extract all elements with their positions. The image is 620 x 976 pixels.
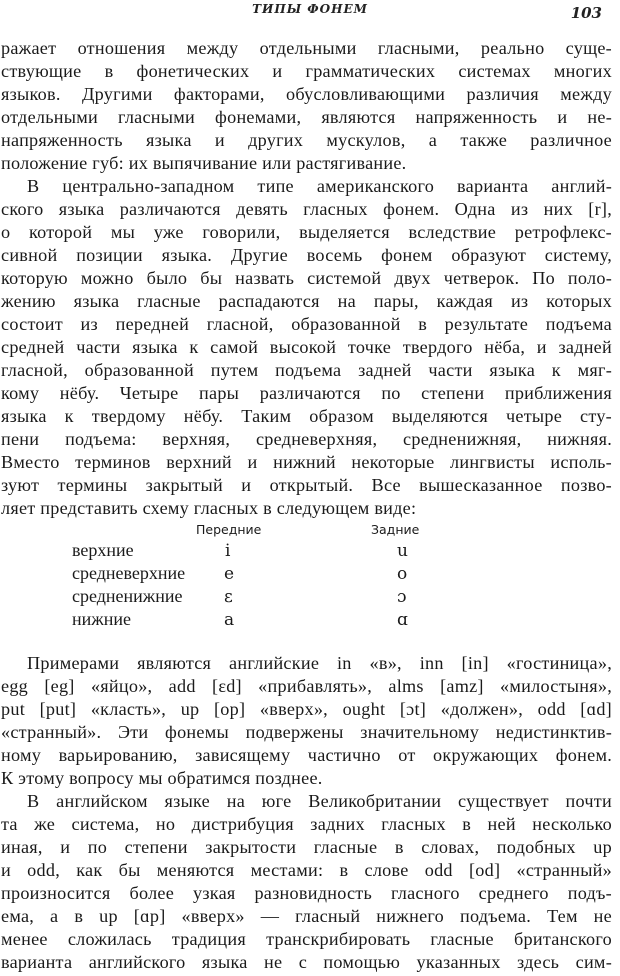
text-line: менее сложилась традиция транскрибировать гласные британского	[1, 929, 612, 949]
column-header-back: Задние	[371, 522, 420, 537]
text-line: ному варьированию, зависящему частично от окружающих фонем.	[1, 745, 612, 765]
text-line: пени подъема: верхняя, средневерхняя, средненижняя, нижняя.	[1, 429, 612, 449]
row-label: средненижние	[72, 586, 183, 606]
text-line: put [put] «класть», up [op] «вверх», ought [ɔt] «должен», odd [ɑd]	[1, 699, 612, 719]
text-line: сивной позиции языка. Другие восемь фонем образуют систему,	[1, 245, 612, 265]
text-line: произносится более узкая разновидность гласного среднего подъ-	[1, 883, 612, 903]
text-line: ского языка различаются девять гласных фонем. Одна из них [r],	[1, 199, 612, 219]
text-line: положение губ: их выпячивание или растягивание.	[1, 153, 407, 173]
text-line: гласной, образованной путем подъема задней части языка к мяг-	[1, 360, 612, 380]
front-vowel-symbol: ε	[224, 587, 233, 607]
text-line: которую можно было бы назвать системой двух четверок. По поло-	[1, 268, 612, 288]
running-title: ТИПЫ ФОНЕМ	[252, 2, 368, 16]
front-vowel-symbol: e	[224, 564, 235, 584]
text-line: языков. Другими факторами, обусловливающими различия между	[1, 84, 612, 104]
back-vowel-symbol: u	[397, 541, 408, 561]
row-label: нижние	[72, 609, 131, 629]
front-vowel-symbol: a	[224, 610, 235, 630]
text-line: состоит из передней гласной, образованной в результате подъема	[1, 314, 612, 334]
text-line: жению языка гласные распадаются на пары, каждая из которых	[1, 291, 612, 311]
text-line: отдельными гласными фонемами, являются напряженность и не-	[1, 107, 612, 127]
text-line: К этому вопросу мы обратимся позднее.	[1, 768, 323, 788]
text-line: Примерами являются английские in «в», inn [in] «гостиница»,	[27, 653, 612, 673]
front-vowel-symbol: i	[225, 541, 231, 561]
text-line: та же система, но дистрибуция задних гласных в ней несколько	[1, 814, 612, 834]
row-label: верхние	[72, 540, 134, 560]
text-line: напряженность языка и других мускулов, а также различное	[1, 130, 612, 150]
text-line: о которой мы уже говорили, выделяется вследствие ретрофлекс-	[1, 222, 612, 242]
row-label: средневерхние	[72, 563, 186, 583]
text-line: ема, а в up [ɑp] «вверх» — гласный нижнего подъема. Тем не	[1, 906, 612, 926]
text-line: средней части языка к самой высокой точке твердого нёба, и задней	[1, 337, 612, 357]
text-line: ляет представить схему гласных в следующем виде:	[1, 498, 417, 518]
back-vowel-symbol: ɔ	[397, 587, 407, 607]
column-header-front: Передние	[196, 522, 262, 537]
text-line: и odd, как бы меняются местами: в слове odd [od] «странный»	[1, 860, 612, 880]
text-line: кому нёбу. Четыре пары различаются по степени приближения	[1, 383, 612, 403]
text-line: «странный». Эти фонемы подвержены значительному недистинктив-	[1, 722, 612, 742]
text-line: ствующие в фонетических и грамматических системах многих	[1, 61, 612, 81]
back-vowel-symbol: ɑ	[397, 610, 408, 630]
text-line: варианта английского языка не с помощью указанных здесь сим-	[1, 952, 612, 972]
text-line: ражает отношения между отдельными гласными, реально суще-	[1, 38, 612, 58]
text-line: зуют термины закрытый и открытый. Все вышесказанное позво-	[1, 475, 612, 495]
text-line: В английском языке на юге Великобритании существует почти	[27, 791, 612, 811]
text-line: egg [eg] «яйцо», add [εd] «прибавлять», alms [amz] «милостыня»,	[1, 676, 612, 696]
text-line: Вместо терминов верхний и нижний некоторые лингвисты исполь-	[1, 452, 612, 472]
text-line: В центрально-западном типе американского варианта англий-	[27, 176, 612, 196]
text-line: иная, и по степени закрытости гласные в словах, подобных up	[1, 837, 612, 857]
text-line: языка к твердому нёбу. Таким образом выделяются четыре сту-	[1, 406, 612, 426]
back-vowel-symbol: o	[397, 564, 408, 584]
page-number: 103	[570, 4, 602, 22]
